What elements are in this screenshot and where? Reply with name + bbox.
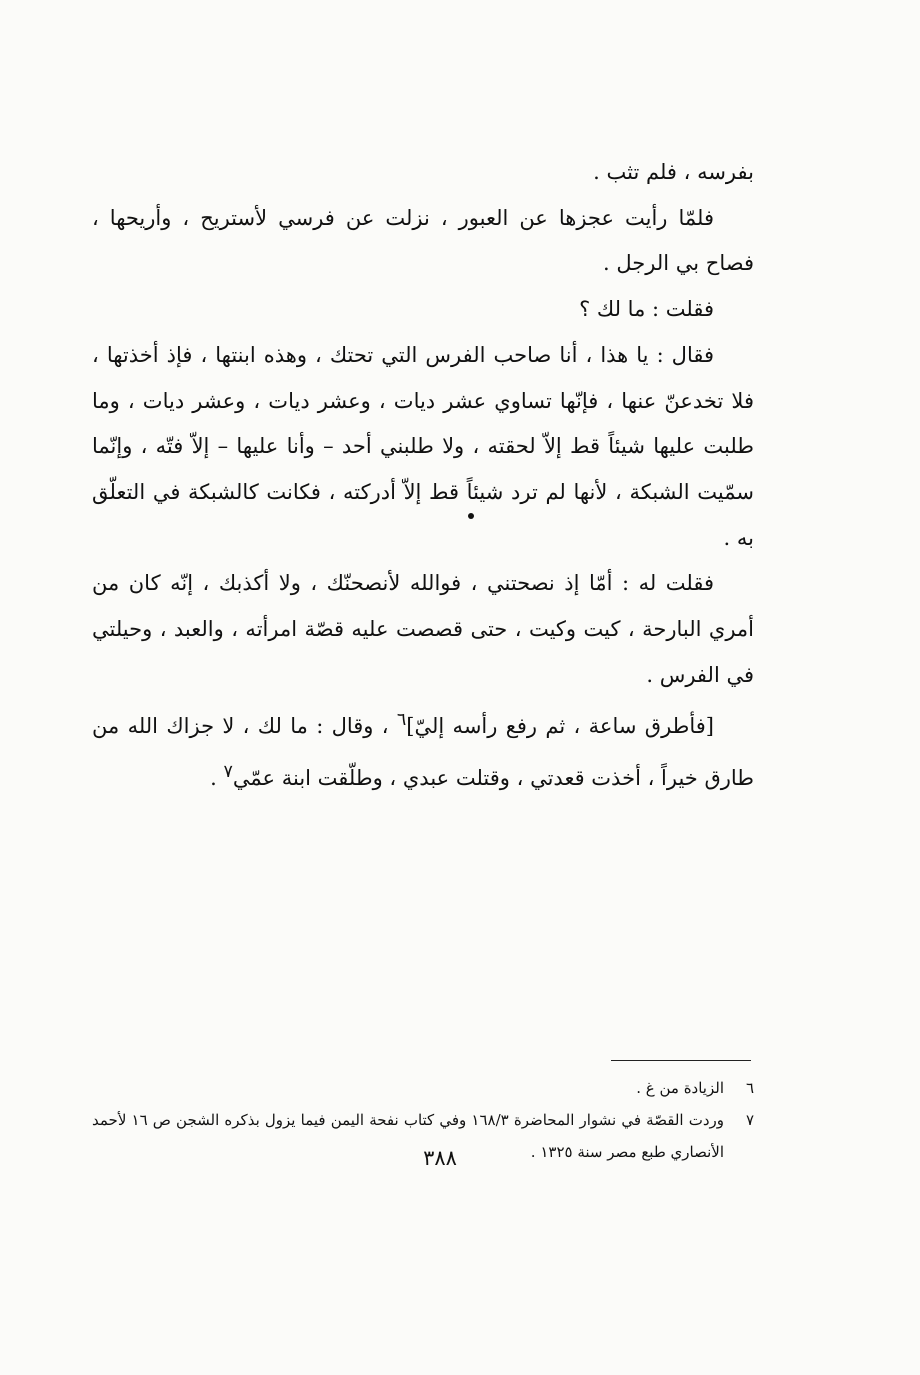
footnote-ref-7[interactable]: ٧ xyxy=(223,762,233,783)
footnote-text: الزيادة من غ . xyxy=(636,1079,724,1097)
closing-period: . xyxy=(210,766,224,791)
footnote-number: ٧ xyxy=(745,1111,754,1129)
footnote-ref-6[interactable]: ٦ xyxy=(396,710,407,731)
footnote-separator xyxy=(611,1060,751,1061)
paragraph-continuation: ، وقال : ما لك ، لا جزاك الله من طارق خيراً ، أخذت قعدتي ، وقتلت عبدي ، وطلّقت ابنة عمّي xyxy=(92,714,754,791)
ink-dot xyxy=(468,513,474,519)
paragraph: فقلت : ما لك ؟ xyxy=(579,297,714,322)
paragraph: بفرسه ، فلم تثب . xyxy=(593,160,754,184)
main-text xyxy=(92,150,754,802)
paragraph: فقال : يا هذا ، أنا صاحب الفرس التي تحتك ، وهذه ابنتها ، فإذ أخذتها ، فلا تخدعنّ عنها ، فإنّها تساوي عشر ديات ، وعشر ديات ، وعشر ديات ، وما طلبت عليها شيئاً قط إلاّ لحقته ، ولا طلبني أحد – وأنا عليها – إلاّ فتّه ، وإنّما سمّيت الشبكة ، لأنها لم ترد شيئاً قط إلاّ أدركته ، فكانت كالشبكة في التعلّق به . xyxy=(92,342,754,550)
footnote-text: وردت القصّة في نشوار المحاضرة ١٦٨/٣ وفي كتاب نفحة اليمن فيما يزول بذكره الشجن ص ١٦ لأحمد الأنصاري طبع مصر سنة ١٣٢٥ . xyxy=(92,1111,724,1161)
page-number: ٣٨٨ xyxy=(423,1146,457,1170)
footnote-6 xyxy=(92,1072,754,1104)
footnote-number: ٦ xyxy=(745,1079,754,1097)
paragraph: فقلت له : أمّا إذ نصحتني ، فوالله لأنصحنّك ، ولا أكذبك ، إنّه كان من أمري البارحة ، كيت وكيت ، حتى قصصت عليه قصّة امرأته ، والعبد ، وحيلتي في الفرس . xyxy=(92,571,754,687)
bracketed-insertion: [فأطرق ساعة ، ثم رفع رأسه إليّ] xyxy=(406,714,714,739)
paragraph-last xyxy=(92,698,754,801)
paragraph: فلمّا رأيت عجزها عن العبور ، نزلت عن فرسي لأستريح ، وأريحها ، فصاح بي الرجل . xyxy=(92,205,754,276)
